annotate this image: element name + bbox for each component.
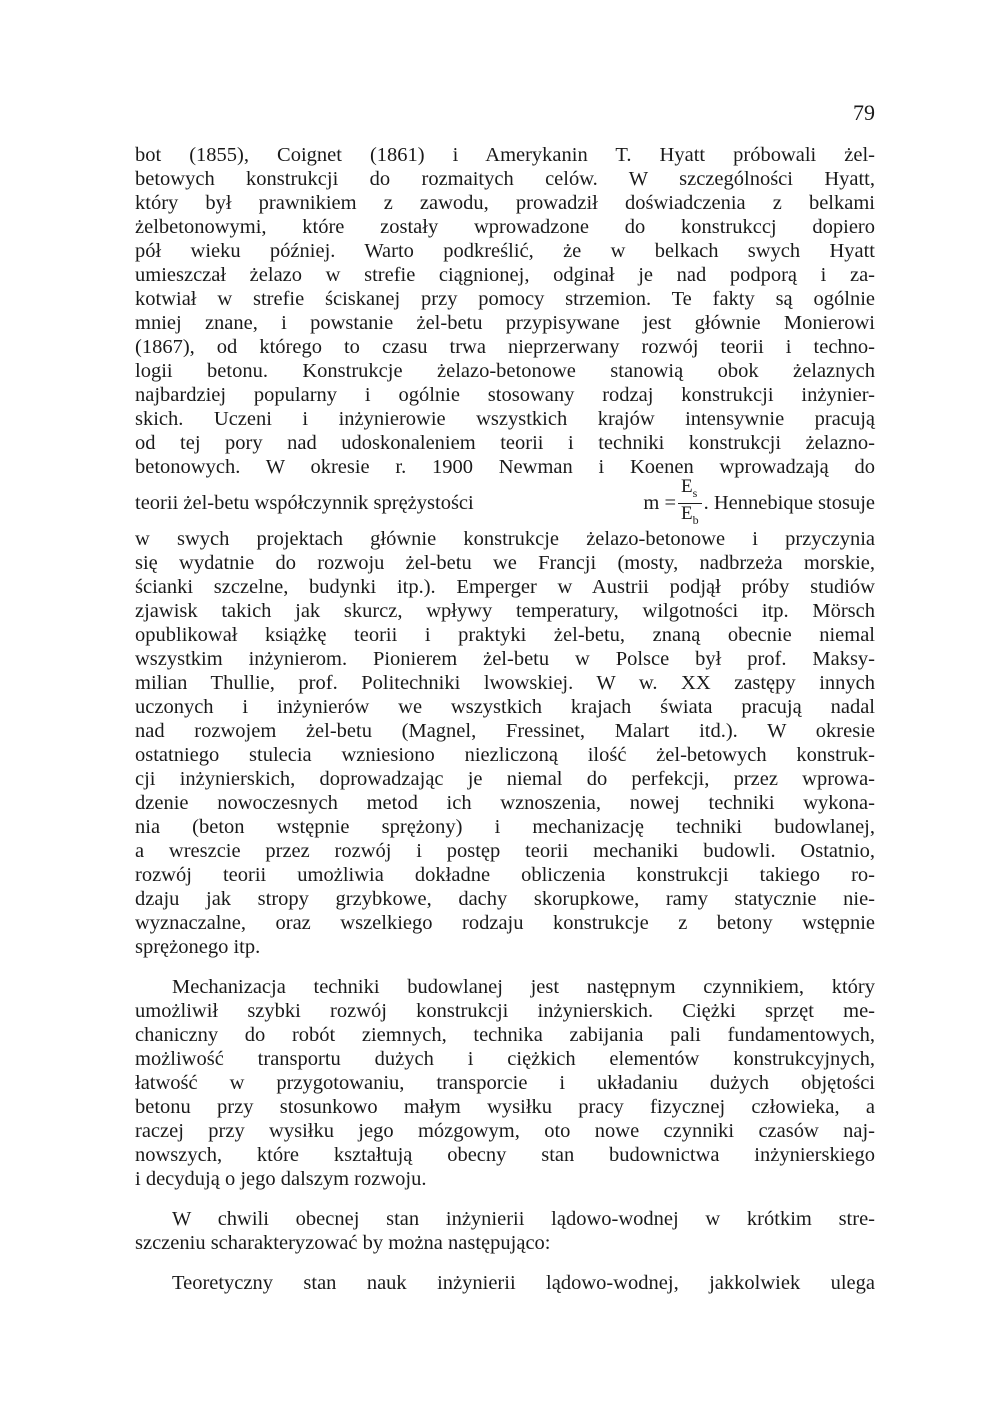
text-line: logii betonu. Konstrukcje żelazo-betonowe stanowią obok żelaznych: [135, 360, 875, 382]
text-line: który był prawnikiem z zawodu, prowadził doświadczenia z belkami: [135, 192, 875, 214]
paragraph-3: [135, 1207, 875, 1255]
paragraph-2: [135, 975, 875, 1191]
text-line: żelbetonowymi, które zostały wprowadzone do konstrukccj dopiero: [135, 216, 875, 238]
text-line: (1867), od którego to czasu trwa nieprzerwany rozwój teorii i techno-: [135, 336, 875, 358]
formula-text-before: teorii żel-betu współczynnik sprężystości: [135, 492, 474, 514]
text-line: wyznaczalne, oraz wszelkiego rodzaju konstrukcje z betony wstępnie: [135, 912, 875, 934]
text-line: raczej przy wysiłku jego mózgowym, oto nowe czynniki czasów naj-: [135, 1120, 875, 1142]
paragraph-1: [135, 143, 875, 959]
text-line: zjawisk takich jak skurcz, wpływy temperatury, wilgotności itp. Mörsch: [135, 600, 875, 622]
text-line: szczeniu scharakteryzować by można następująco:: [135, 1232, 551, 1254]
formula-fraction: [678, 477, 702, 530]
page-number: 79: [853, 100, 875, 125]
modulus-ratio-formula: [643, 477, 875, 530]
text-line: skich. Uczeni i inżynierowie wszystkich krajów intensywnie pracują: [135, 408, 875, 430]
text-line: wszystkim inżynierom. Pionierem żel-betu w Polsce był prof. Maksy-: [135, 648, 875, 670]
formula-numerator: [678, 477, 702, 504]
text-line: sprężonego itp.: [135, 936, 261, 958]
text-line: rozwój teorii umożliwia dokładne obliczenia konstrukcji takiego ro-: [135, 864, 875, 886]
formula-text-after: . Hennebique stosuje: [703, 492, 875, 514]
formula-line: [135, 475, 875, 527]
text-line: w swych projektach głównie konstrukcje żelazo-betonowe i przyczynia: [135, 528, 875, 550]
numerator-symbol: E: [681, 475, 693, 497]
body-text: [135, 143, 875, 1295]
paragraph-4: [135, 1271, 875, 1295]
text-line: chaniczny do robót ziemnych, technika zabijania pali fundamentowych,: [135, 1024, 875, 1046]
text-line: betonowych. W okresie r. 1900 Newman i Koenen wprowadzają do: [135, 456, 875, 478]
text-line: pół wieku później. Warto podkreślić, że w belkach swych Hyatt: [135, 240, 875, 262]
text-line: milian Thullie, prof. Politechniki lwowskiej. W w. XX zastępy innych: [135, 672, 875, 694]
text-line: Teoretyczny stan nauk inżynierii lądowo-wodnej, jakkolwiek ulega: [172, 1272, 875, 1294]
text-line: od tej pory nad udoskonaleniem teorii i techniki konstrukcji żelazno-: [135, 432, 875, 454]
text-line: dzaju jak stropy grzybkowe, dachy skorupkowe, ramy statycznie nie-: [135, 888, 875, 910]
text-line: betonu przy stosunkowo małym wysiłku pracy fizycznej człowieka, a: [135, 1096, 875, 1118]
text-line: się wydatnie do rozwoju żel-betu we Francji (mosty, nadbrzeża morskie,: [135, 552, 875, 574]
text-line: W chwili obecnej stan inżynierii lądowo-wodnej w krótkim stre-: [172, 1208, 875, 1230]
text-line: uczonych i inżynierów we wszystkich krajach świata pracują nadal: [135, 696, 875, 718]
text-line: umieszczał żelazo w strefie ciągnionej, odginał je nad podporą i za-: [135, 264, 875, 286]
text-line: nowszych, które kształtują obecny stan budownictwa inżynierskiego: [135, 1144, 875, 1166]
text-line: nia (beton wstępnie sprężony) i mechanizację techniki budowlanej,: [135, 816, 875, 838]
text-line: ostatniego stulecia wzniesiono niezliczoną ilość żel-betowych konstruk-: [135, 744, 875, 766]
text-line: umożliwił szybki rozwój konstrukcji inżynierskich. Ciężki sprzęt me-: [135, 1000, 875, 1022]
text-line: łatwość w przygotowaniu, transporcie i układaniu dużych objętości: [135, 1072, 875, 1094]
text-line: możliwość transportu dużych i ciężkich elementów konstrukcyjnych,: [135, 1048, 875, 1070]
numerator-subscript: s: [692, 485, 698, 500]
text-line: nad rozwojem żel-betu (Magnel, Fressinet, Malart itd.). W okresie: [135, 720, 875, 742]
text-line: ścianki szczelne, budynki itp.). Emperger w Austrii podjął próby studiów: [135, 576, 875, 598]
text-line: opublikował książkę teorii i praktyki żel-betu, znaną obecnie niemal: [135, 624, 875, 646]
text-line: dzenie nowoczesnych metod ich wznoszenia, nowej techniki wykona-: [135, 792, 875, 814]
formula-lhs: m =: [643, 492, 677, 514]
denominator-symbol: E: [681, 502, 693, 524]
formula-denominator: [678, 504, 702, 530]
text-line: a wreszcie przez rozwój i postęp teorii mechaniki budowli. Ostatnio,: [135, 840, 875, 862]
text-line: i decydują o jego dalszym rozwoju.: [135, 1168, 427, 1190]
text-line: bot (1855), Coignet (1861) i Amerykanin T. Hyatt próbowali żel-: [135, 144, 875, 166]
text-line: kotwiał w strefie ściskanej przy pomocy strzemion. Te fakty są ogólnie: [135, 288, 875, 310]
denominator-subscript: b: [692, 512, 699, 527]
text-line: Mechanizacja techniki budowlanej jest następnym czynnikiem, który: [172, 976, 875, 998]
text-line: najbardziej popularny i ogólnie stosowany rodzaj konstrukcji inżynier-: [135, 384, 875, 406]
text-line: cji inżynierskich, doprowadzając je niemal do perfekcji, przez wprowa-: [135, 768, 875, 790]
text-line: mniej znane, i powstanie żel-betu przypisywane jest głównie Monierowi: [135, 312, 875, 334]
text-line: betowych konstrukcji do rozmaitych celów. W szczególności Hyatt,: [135, 168, 875, 190]
